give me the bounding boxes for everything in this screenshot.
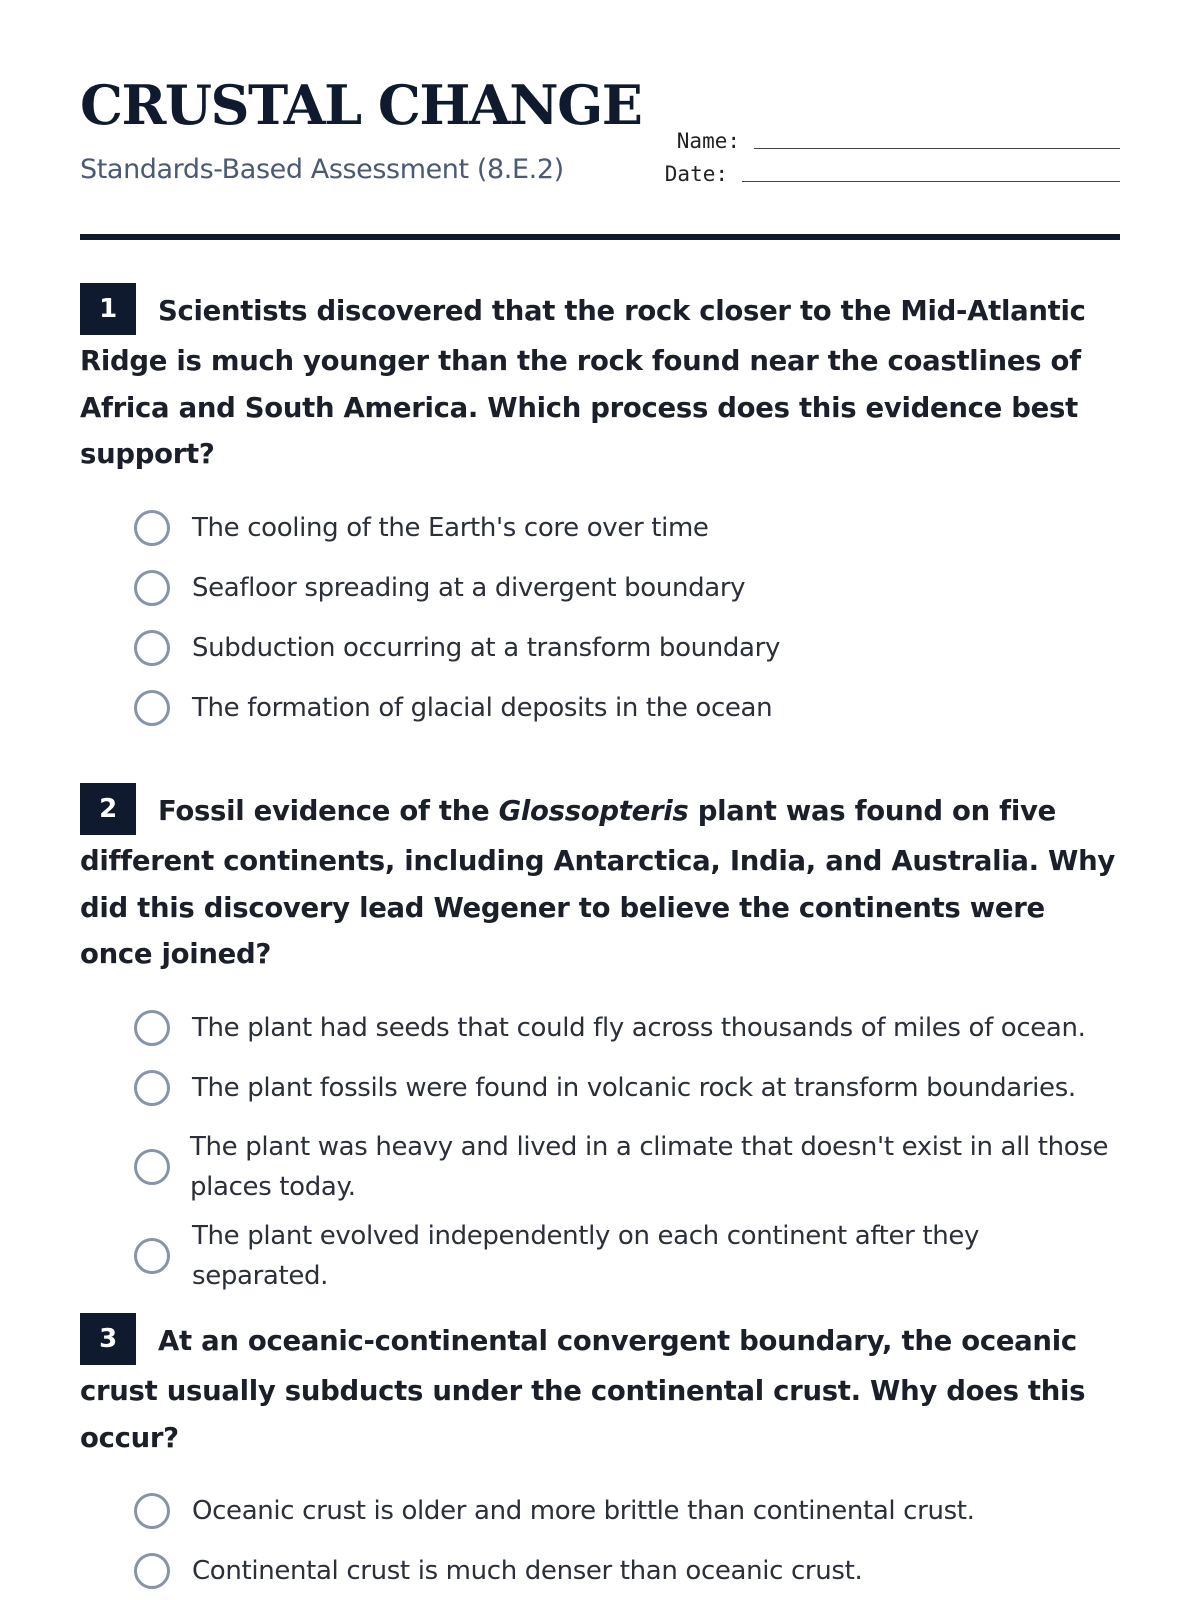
question-3 <box>80 1316 1120 1600</box>
answer-option[interactable] <box>134 998 1120 1058</box>
radio-button[interactable] <box>134 1553 170 1589</box>
option-label: The plant evolved independently on each continent after they separated. <box>192 1220 980 1291</box>
header <box>80 0 1120 240</box>
date-label: Date: <box>664 162 728 186</box>
question-text-species: Glossopteris <box>498 795 689 827</box>
name-label: Name: <box>676 129 740 153</box>
date-field[interactable] <box>665 161 1120 186</box>
option-label: Seafloor spreading at a divergent boundary <box>192 572 746 603</box>
radio-button[interactable] <box>134 1238 170 1274</box>
name-line[interactable] <box>754 128 1120 149</box>
question-prompt <box>80 786 1120 978</box>
question-prompt <box>80 1316 1120 1461</box>
radio-button[interactable] <box>134 1010 170 1046</box>
question-number: 3 <box>80 1313 136 1365</box>
option-label: Oceanic crust is older and more brittle than continental crust. <box>192 1496 975 1526</box>
radio-button[interactable] <box>134 510 170 546</box>
assessment-page <box>80 0 1120 1586</box>
question-text: Scientists discovered that the rock closer to the Mid-Atlantic Ridge is much younger than the rock found near the coastlines of Africa and South America. Which process does this evidence best support? <box>80 295 1086 470</box>
option-label: The formation of glacial deposits in the ocean <box>192 692 773 723</box>
answer-option[interactable] <box>134 498 1120 558</box>
header-divider <box>80 234 1120 240</box>
question-number: 1 <box>80 283 136 335</box>
date-line[interactable] <box>742 161 1120 182</box>
question-text-end: plant was found on five different continents, including Antarctica, India, and Australia. Why did this discovery lead Wegener to believe the continents were once joined? <box>80 795 1115 970</box>
question-text: At an oceanic-continental convergent boundary, the oceanic crust usually subducts under the continental crust. Why does this occur? <box>80 1325 1086 1454</box>
answer-option[interactable] <box>134 558 1120 618</box>
option-label: The plant had seeds that could fly across thousands of miles of ocean. <box>192 1012 1086 1043</box>
answer-option[interactable] <box>134 1118 1120 1216</box>
option-label: Subduction occurring at a transform boundary <box>192 632 780 663</box>
page-title: CRUSTAL CHANGE <box>80 73 642 137</box>
answer-option[interactable] <box>134 678 1120 738</box>
answer-options <box>80 998 1120 1296</box>
answer-options <box>80 498 1120 738</box>
radio-button[interactable] <box>134 690 170 726</box>
option-label: The cooling of the Earth's core over time <box>192 512 709 543</box>
answer-options <box>80 1481 1120 1600</box>
answer-option[interactable] <box>134 618 1120 678</box>
option-label: The plant fossils were found in volcanic rock at transform boundaries. <box>192 1072 1076 1103</box>
option-label: Continental crust is much denser than oceanic crust. <box>192 1556 863 1586</box>
radio-button[interactable] <box>134 570 170 606</box>
page-subtitle: Standards-Based Assessment (8.E.2) <box>80 154 564 185</box>
name-field[interactable] <box>677 128 1120 153</box>
question-prompt <box>80 286 1120 478</box>
answer-option[interactable] <box>134 1058 1120 1118</box>
radio-button[interactable] <box>134 1493 170 1529</box>
option-label: The plant was heavy and lived in a climate that doesn't exist in all those places today. <box>190 1131 1109 1202</box>
answer-option[interactable] <box>134 1216 1120 1296</box>
question-text-start: Fossil evidence of the <box>158 795 499 827</box>
answer-option[interactable] <box>134 1481 1120 1541</box>
radio-button[interactable] <box>134 1070 170 1106</box>
radio-button[interactable] <box>134 1149 170 1185</box>
question-number: 2 <box>80 783 136 835</box>
question-1 <box>80 286 1120 738</box>
question-2 <box>80 786 1120 1296</box>
answer-option[interactable] <box>134 1541 1120 1600</box>
radio-button[interactable] <box>134 630 170 666</box>
